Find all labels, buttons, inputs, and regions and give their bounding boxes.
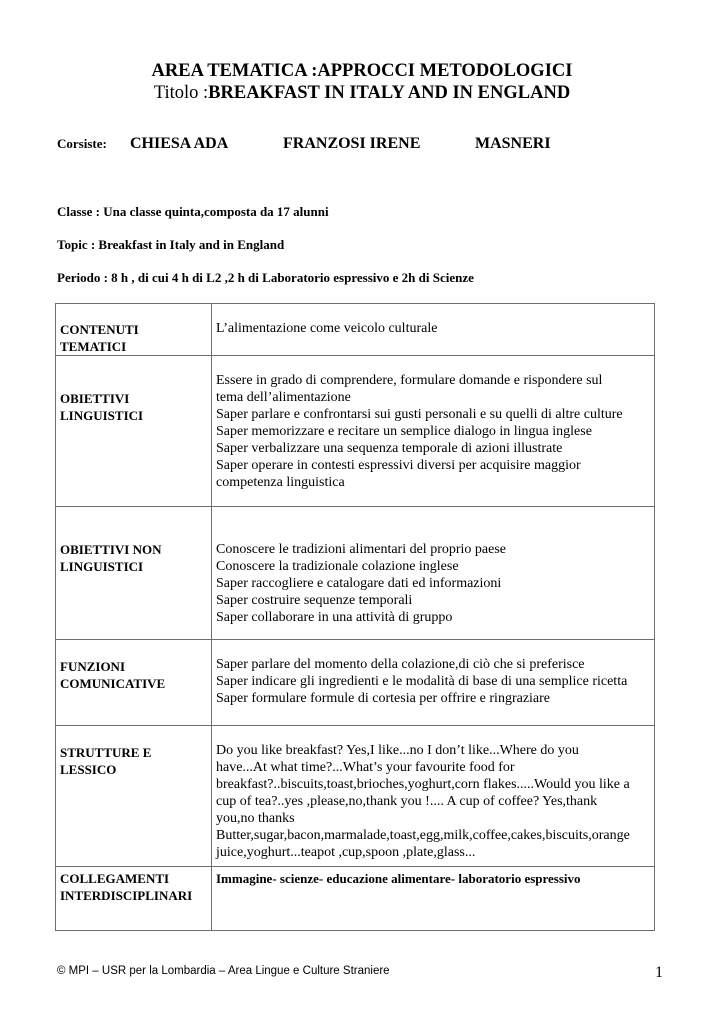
author-name: FRANZOSI IRENE: [283, 135, 421, 152]
row-header-line: TEMATICI: [60, 339, 127, 354]
content-line: breakfast?..biscuits,toast,brioches,yoghurt,corn flakes.....Would you like a: [216, 777, 630, 792]
table-row: [56, 726, 655, 867]
content-line: cup of tea?..yes ,please,no,thank you !.... A cup of coffee? Yes,thank: [216, 794, 598, 809]
content-line: competenza linguistica: [216, 475, 345, 490]
row-content: [212, 867, 655, 931]
content-line: Do you like breakfast? Yes,I like...no I don’t like...Where do you: [216, 743, 579, 758]
title-prefix: Titolo :: [153, 83, 209, 103]
content-line: Essere in grado di comprendere, formulare domande e rispondere sul: [216, 373, 603, 388]
table-row: [56, 356, 655, 507]
row-content: [212, 726, 655, 867]
table-row: [56, 867, 655, 931]
content-line: Immagine- scienze- educazione alimentare- laboratorio espressivo: [216, 871, 581, 886]
content-line: Saper parlare del momento della colazione,di ciò che si preferisce: [216, 657, 585, 672]
title-area-tematica: AREA TEMATICA :APPROCCI METODOLOGICI: [151, 61, 573, 81]
content-line: Saper raccogliere e catalogare dati ed informazioni: [216, 576, 502, 591]
row-header: [56, 304, 212, 356]
content-line: Saper costruire sequenze temporali: [216, 593, 413, 608]
row-header-line: COLLEGAMENTI: [60, 871, 170, 886]
row-header: [56, 507, 212, 640]
footer-text: © MPI – USR per la Lombardia – Area Lingue e Culture Straniere: [57, 965, 390, 977]
content-line: juice,yoghurt...teapot ,cup,spoon ,plate,glass...: [216, 845, 476, 860]
content-line: Saper indicare gli ingredienti e le modalità di base di una semplice ricetta: [216, 674, 628, 689]
row-header: [56, 356, 212, 507]
row-header-line: COMUNICATIVE: [60, 676, 166, 691]
author-name: MASNERI: [475, 135, 551, 152]
row-header-line: OBIETTIVI NON: [60, 542, 162, 557]
row-header-line: FUNZIONI: [60, 659, 126, 674]
row-header-line: STRUTTURE E: [60, 745, 152, 760]
row-header-line: CONTENUTI: [60, 322, 139, 337]
content-line: Saper collaborare in una attività di gruppo: [216, 610, 453, 625]
info-classe: Classe : Una classe quinta,composta da 17 alunni: [57, 204, 329, 219]
title-titolo: [0, 82, 724, 104]
row-header-line: OBIETTIVI: [60, 391, 130, 406]
content-line: Saper parlare e confrontarsi sui gusti personali e su quelli di altre culture: [216, 407, 623, 422]
row-header-line: LESSICO: [60, 762, 117, 777]
content-line: have...At what time?...What’s your favourite food for: [216, 760, 515, 775]
lesson-plan-table: [55, 303, 655, 931]
row-header-line: LINGUISTICI: [60, 408, 144, 423]
table-row: [56, 507, 655, 640]
content-line: Butter,sugar,bacon,marmalade,toast,egg,milk,coffee,cakes,biscuits,orange: [216, 828, 630, 843]
table-row: [56, 304, 655, 356]
page-number: 1: [655, 964, 663, 981]
row-content: [212, 507, 655, 640]
content-line: you,no thanks: [216, 811, 295, 826]
row-header-line: INTERDISCIPLINARI: [60, 888, 193, 903]
content-line: Saper verbalizzare una sequenza temporale di azioni illustrate: [216, 441, 563, 456]
content-line: Conoscere la tradizionale colazione inglese: [216, 559, 459, 574]
row-header: [56, 726, 212, 867]
content-line: Saper operare in contesti espressivi diversi per acquisire maggior: [216, 458, 581, 473]
content-line: Saper formulare formule di cortesia per offrire e ringraziare: [216, 691, 551, 706]
info-periodo: Periodo : 8 h , di cui 4 h di L2 ,2 h di Laboratorio espressivo e 2h di Scienze: [57, 270, 474, 285]
content-line: Conoscere le tradizioni alimentari del proprio paese: [216, 542, 507, 557]
table-row: [56, 640, 655, 726]
content-line: tema dell’alimentazione: [216, 390, 351, 405]
title-value: BREAKFAST IN ITALY AND IN ENGLAND: [208, 83, 571, 103]
author-name: CHIESA ADA: [130, 135, 229, 152]
content-line: L’alimentazione come veicolo culturale: [216, 321, 438, 336]
row-content: [212, 304, 655, 356]
authors-line: [57, 135, 551, 153]
row-header-line: LINGUISTICI: [60, 559, 144, 574]
row-header: [56, 640, 212, 726]
content-line: Saper memorizzare e recitare un semplice dialogo in lingua inglese: [216, 424, 592, 439]
authors-label: Corsiste:: [57, 136, 107, 151]
row-content: [212, 356, 655, 507]
row-header: [56, 867, 212, 931]
row-content: [212, 640, 655, 726]
info-topic: Topic : Breakfast in Italy and in England: [57, 237, 285, 252]
document-title: [0, 60, 724, 104]
